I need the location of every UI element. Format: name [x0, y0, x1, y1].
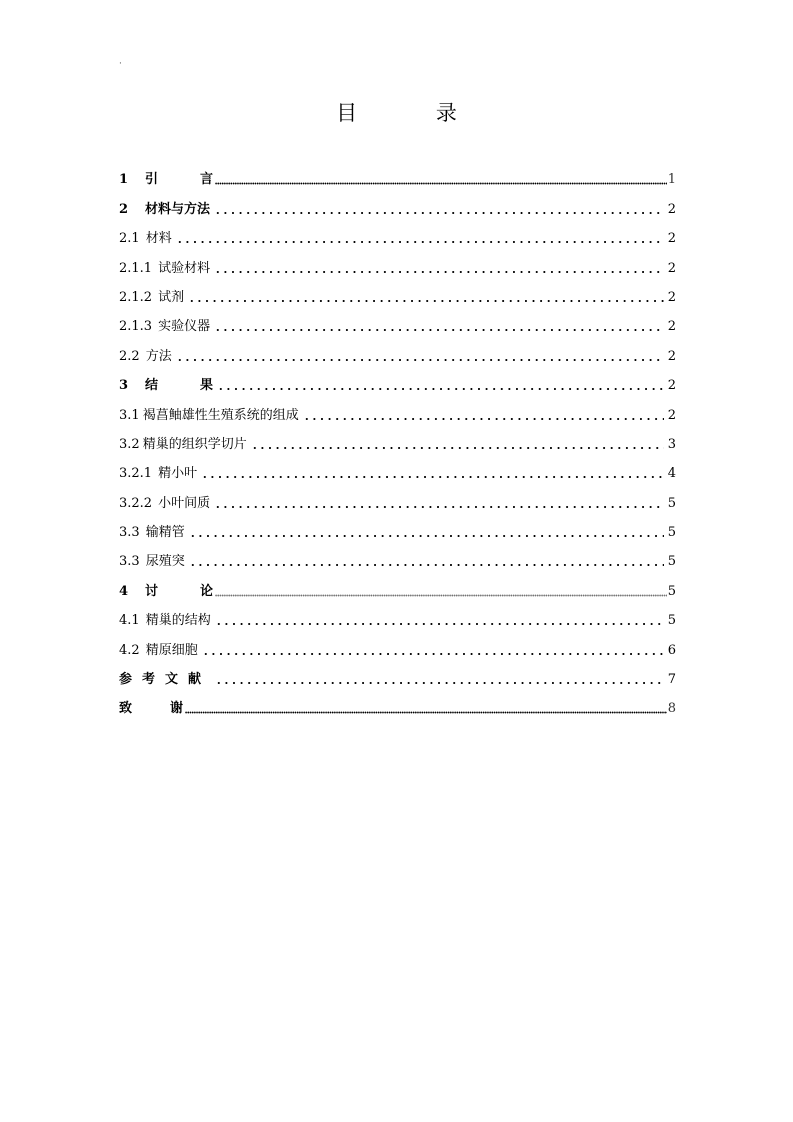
toc-entry-references[interactable] [119, 659, 676, 688]
toc-entry-number: 1 [119, 172, 129, 188]
dot-leader [214, 264, 664, 274]
toc-entry-number: 3.2 [119, 436, 140, 452]
toc-entry-title: 实验仪器 [158, 319, 211, 335]
toc-entry-number: 2.1.1 [119, 260, 153, 276]
toc-entry-number: 4.2 [119, 642, 140, 658]
toc-entry-4-1[interactable] [119, 600, 676, 629]
toc-entry-2-1-3[interactable] [119, 306, 676, 335]
toc-entry-title: 结 [145, 378, 201, 394]
dot-leader [214, 322, 664, 332]
toc-entry-title-end: 言 [200, 172, 214, 188]
toc-entry-title: 精巢的结构 [145, 613, 211, 629]
toc-entry-title: 试验材料 [158, 260, 211, 276]
toc-entry-3-1[interactable] [119, 394, 676, 423]
toc-entry-3-3-urogenital-papilla[interactable] [119, 541, 676, 570]
toc-entry-3-2-2[interactable] [119, 482, 676, 511]
toc-entry-number: 3 [119, 378, 129, 394]
toc-entry-page: 5 [667, 613, 676, 629]
toc-entry-title: 方法 [145, 348, 172, 364]
toc-entry-title: 精小叶 [158, 466, 198, 482]
dot-leader [188, 293, 664, 303]
toc-entry-number: 4 [119, 583, 129, 599]
toc-entry-4-2[interactable] [119, 629, 676, 658]
toc-entry-2-1-2[interactable] [119, 277, 676, 306]
toc-entry-number: 2 [119, 201, 129, 217]
toc-entry-page: 2 [667, 260, 676, 276]
toc-entry-number: 2.1.2 [119, 289, 153, 305]
toc-entry-page: 2 [667, 378, 676, 394]
toc-entry-title: 讨 [145, 583, 201, 599]
toc-entry-page: 8 [667, 701, 676, 717]
table-of-contents [119, 159, 676, 717]
toc-entry-page: 2 [667, 201, 676, 217]
dot-leader [201, 469, 664, 479]
toc-entry-introduction[interactable] [119, 159, 676, 188]
toc-entry-page: 5 [667, 525, 676, 541]
toc-entry-page: 2 [667, 231, 676, 247]
toc-entry-title: 材料与方法 [145, 201, 211, 217]
toc-entry-acknowledgements[interactable] [119, 688, 676, 717]
corner-mark: · [119, 59, 122, 69]
toc-entry-3-3-vas-deferens[interactable] [119, 512, 676, 541]
toc-entry-page: 5 [667, 554, 676, 570]
toc-entry-page: 4 [667, 466, 676, 482]
toc-entry-number: 3.2.2 [119, 495, 153, 511]
toc-entry-title: 褐菖鲉雄性生殖系统的组成 [142, 407, 299, 423]
dot-leader [185, 704, 667, 714]
dot-leader [176, 234, 664, 244]
toc-entry-number: 3.1 [119, 407, 140, 423]
toc-entry-page: 1 [667, 172, 676, 188]
toc-entry-page: 2 [667, 348, 676, 364]
dot-leader [215, 675, 664, 685]
dot-leader [215, 175, 667, 185]
toc-entry-title: 输精管 [145, 525, 185, 541]
dot-leader [214, 499, 664, 509]
toc-entry-page: 2 [667, 289, 676, 305]
toc-entry-2-2[interactable] [119, 335, 676, 364]
toc-entry-page: 2 [667, 407, 676, 423]
toc-entry-title: 尿殖突 [145, 554, 185, 570]
toc-entry-title: 引 [145, 172, 201, 188]
toc-entry-number: 2.1 [119, 231, 140, 247]
toc-entry-number: 2.2 [119, 348, 140, 364]
page-title: 目 录 [336, 101, 493, 125]
toc-entry-title: 精原细胞 [145, 642, 198, 658]
toc-entry-number: 4.1 [119, 613, 140, 629]
toc-entry-title: 精巢的组织学切片 [142, 436, 247, 452]
dot-leader [251, 440, 664, 450]
toc-entry-number: 3.2.1 [119, 466, 153, 482]
dot-leader [202, 646, 664, 656]
toc-entry-results[interactable] [119, 365, 676, 394]
toc-entry-title-end: 果 [200, 378, 214, 394]
toc-entry-discussion[interactable] [119, 570, 676, 599]
dot-leader [303, 411, 664, 421]
toc-entry-page: 5 [667, 495, 676, 511]
toc-entry-3-2-1[interactable] [119, 453, 676, 482]
dot-leader [189, 528, 664, 538]
toc-entry-materials-methods[interactable] [119, 188, 676, 217]
dot-leader [176, 352, 664, 362]
toc-entry-title: 试剂 [158, 289, 185, 305]
toc-entry-title-end: 谢 [170, 701, 184, 717]
toc-entry-title: 参考文献 [119, 672, 212, 688]
toc-entry-page: 7 [667, 672, 676, 688]
toc-entry-title: 致 [119, 701, 171, 717]
toc-entry-page: 5 [667, 583, 676, 599]
toc-entry-number: 3.3 [119, 554, 140, 570]
toc-entry-page: 3 [667, 436, 676, 452]
dot-leader [217, 381, 664, 391]
toc-entry-title: 小叶间质 [158, 495, 211, 511]
toc-entry-page: 2 [667, 319, 676, 335]
toc-entry-number: 3.3 [119, 525, 140, 541]
toc-entry-number: 2.1.3 [119, 319, 153, 335]
toc-entry-page: 6 [667, 642, 676, 658]
toc-entry-3-2[interactable] [119, 424, 676, 453]
toc-entry-title-end: 论 [200, 583, 214, 599]
dot-leader [215, 587, 667, 597]
toc-entry-2-1-1[interactable] [119, 247, 676, 276]
dot-leader [215, 616, 664, 626]
toc-entry-title: 材料 [145, 231, 172, 247]
toc-entry-2-1[interactable] [119, 218, 676, 247]
dot-leader [214, 205, 664, 215]
dot-leader [189, 557, 664, 567]
